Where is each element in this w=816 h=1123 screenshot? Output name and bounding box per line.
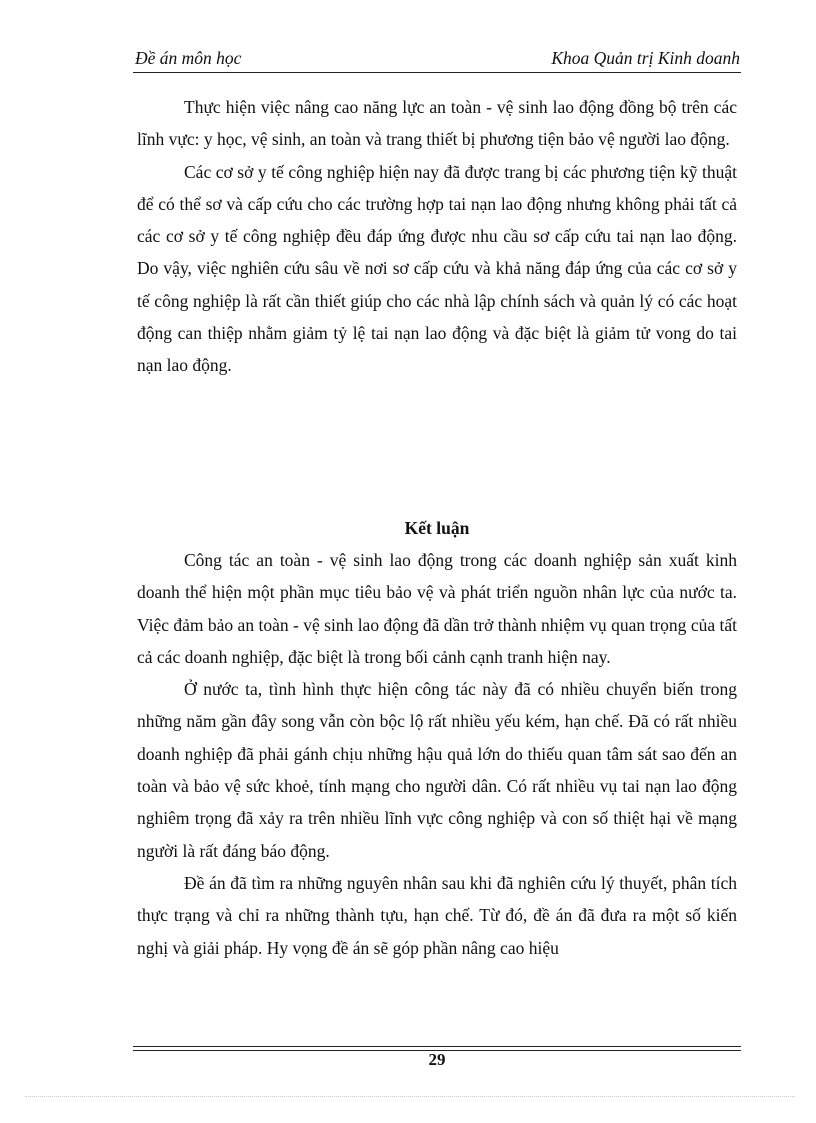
section-heading: Kết luận <box>404 517 470 538</box>
header-faculty: Khoa Quản trị Kinh doanh <box>551 48 740 68</box>
paragraph: Thực hiện việc nâng cao năng lực an toàn - vệ sinh lao động đồng bộ trên các lĩnh vực: y học, vệ sinh, an toàn và trang thiết bị phương tiện bảo vệ người lao động. <box>137 97 737 150</box>
paragraph: Ở nước ta, tình hình thực hiện công tác này đã có nhiều chuyển biến trong những năm gần đây song vẫn còn bộc lộ rất nhiều yếu kém, hạn chế. Đã có rất nhiều doanh nghiệp đã phải gánh chịu những hậu quả lớn do thiếu quan tâm sát sao đến an toàn và bảo vệ sức khoẻ, tính mạng cho người dân. Có rất nhiều vụ tai nạn lao động nghiêm trọng đã xảy ra trên nhiều lĩnh vực công nghiệp và con số thiệt hại về mạng người là rất đáng báo động. <box>137 679 737 861</box>
paragraph: Đề án đã tìm ra những nguyên nhân sau khi đã nghiên cứu lý thuyết, phân tích thực trạng và chỉ ra những thành tựu, hạn chế. Từ đó, đề án đã đưa ra một số kiến nghị và giải pháp. Hy vọng đề án sẽ góp phần nâng cao hiệu <box>137 872 737 958</box>
footer-rule <box>133 1046 741 1047</box>
document-body <box>137 91 737 964</box>
page-number: 29 <box>428 1050 446 1069</box>
header-rule <box>133 72 741 73</box>
paragraph: Các cơ sở y tế công nghiệp hiện nay đã được trang bị các phương tiện kỹ thuật để có thể sơ và cấp cứu cho các trường hợp tai nạn lao động nhưng không phải tất cả các cơ sở y tế công nghiệp đều đáp ứng được nhu cầu sơ cấp cứu tai nạn lao động. Do vậy, việc nghiên cứu sâu về nơi sơ cấp cứu và khả năng đáp ứng của các cơ sở y tế công nghiệp là rất cần thiết giúp cho các nhà lập chính sách và quản lý có các hoạt động can thiệp nhằm giảm tỷ lệ tai nạn lao động và đặc biệt là giảm tử vong do tai nạn lao động. <box>137 161 737 376</box>
header-course-title: Đề án môn học <box>135 48 242 68</box>
page-boundary <box>25 1096 795 1097</box>
section-gap <box>137 382 737 512</box>
paragraph: Công tác an toàn - vệ sinh lao động trong các doanh nghiệp sản xuất kinh doanh thể hiện một phần mục tiêu bảo vệ và phát triển nguồn nhân lực của nước ta. Việc đảm bảo an toàn - vệ sinh lao động đã dần trở thành nhiệm vụ quan trọng của tất cả các doanh nghiệp, đặc biệt là trong bối cảnh cạnh tranh hiện nay. <box>137 549 737 667</box>
